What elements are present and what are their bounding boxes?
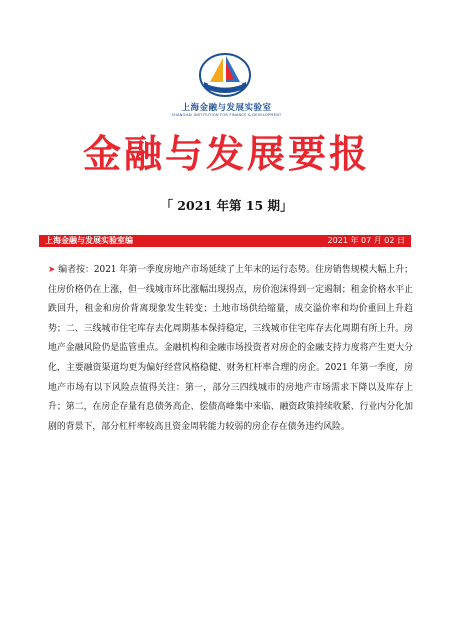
institute-name: 上海金融与发展实验室 (181, 103, 272, 113)
red-arrow-icon: ➤ (48, 265, 56, 275)
sailboat-emblem-icon (196, 52, 254, 98)
editor-note-paragraph (48, 261, 413, 437)
editor-note (48, 261, 413, 437)
publisher-banner (39, 235, 411, 247)
issue-number: 「 2021 年第 15 期」 (160, 198, 293, 213)
report-title: 金融与发展要报 (82, 132, 370, 176)
publisher-name: 上海金融与发展实验室编 (45, 236, 133, 245)
institute-english-name: SHANGHAI INSTITUTION FOR FINANCE & DEVELOPMENT (171, 113, 282, 117)
institute-logo (196, 52, 254, 98)
publish-date: 2021 年 07 月 02 日 (327, 236, 405, 245)
editor-note-text: 编者按：2021 年第一季度房地产市场延续了上年末的运行态势。住房销售规模大幅上升；住房价格仍在上涨，但一线城市环比涨幅出现拐点，房价泡沫得到一定遏制；租金价格水平止跌回升，租金和房价背离现象发生转变；土地市场供给缩量，成交溢价率和均价重回上升趋势；二、三线城市住宅库存去化周期基本保持稳定，三线城市住宅库存去化周期有所上升。房地产金融风险仍是监管重点。金融机构和金融市场投资者对房企的金融支持力度将产生更大分化，主要融资渠道均更为偏好经营风格稳健、财务杠杆率合理的房企。2021 年第一季度，房地产市场有以下风险点值得关注：第一，部分三四线城市的房地产市场需求下降以及库存上升；第二，在房企存量有息债务高企、偿债高峰集中来临、融资政策持续收紧、行业内分化加剧的背景下，部分杠杆率较高且资金周转能力较弱的房企存在债务违约风险。 (48, 265, 414, 432)
